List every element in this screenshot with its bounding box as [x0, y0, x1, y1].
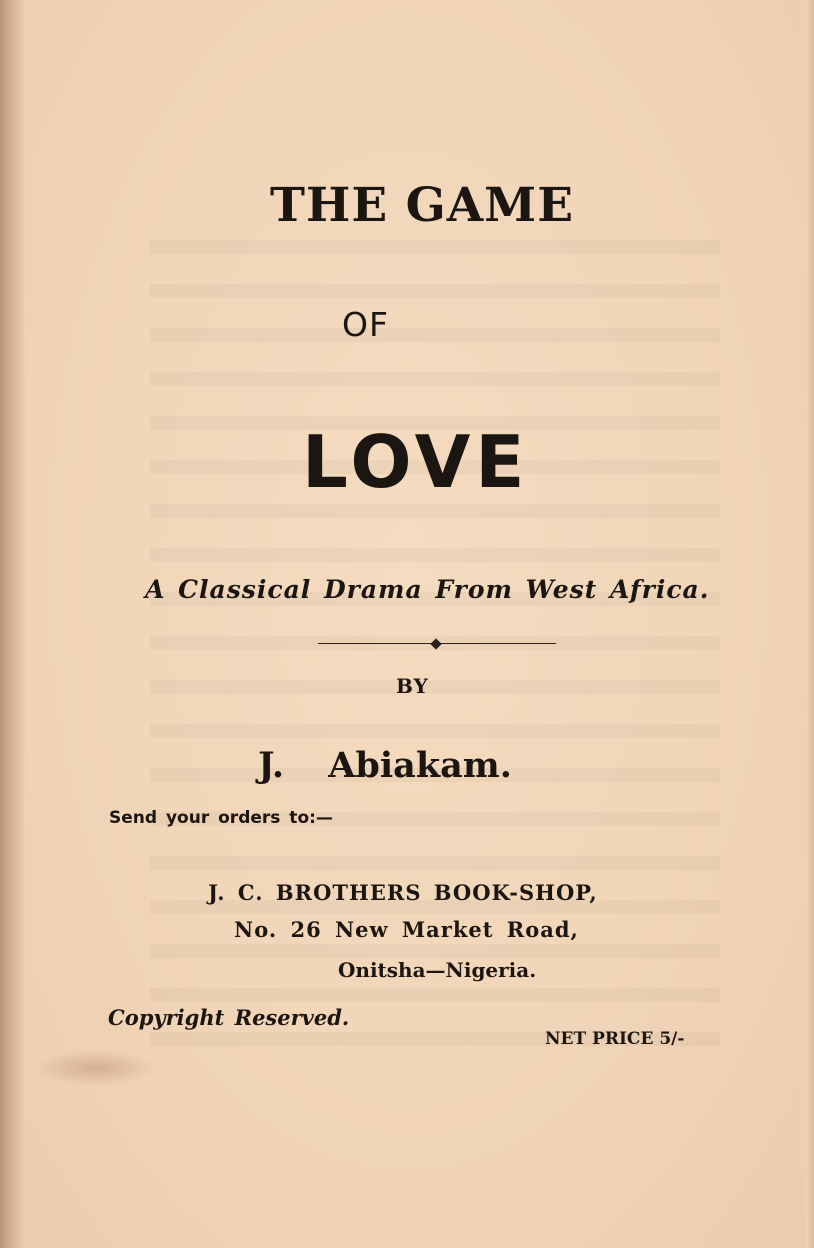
- by-label: BY: [396, 674, 429, 698]
- orders-intro: Send your orders to:—: [109, 808, 333, 828]
- title-line-of: OF: [342, 305, 389, 344]
- page-edge: [806, 0, 814, 1248]
- author-name: J. Abiakam.: [258, 745, 512, 786]
- publisher-city: Onitsha—Nigeria.: [338, 958, 537, 982]
- title-line-love: LOVE: [302, 420, 530, 504]
- title-line-the-game: THE GAME: [270, 178, 575, 233]
- paper-stain: [36, 1050, 156, 1086]
- publisher-street: No. 26 New Market Road,: [234, 917, 579, 942]
- book-gutter: [0, 0, 26, 1248]
- publisher-name: J. C. BROTHERS BOOK-SHOP,: [208, 880, 598, 905]
- subtitle: A Classical Drama From West Africa.: [145, 575, 710, 604]
- copyright-notice: Copyright Reserved.: [108, 1005, 350, 1030]
- net-price: NET PRICE 5/-: [545, 1029, 685, 1049]
